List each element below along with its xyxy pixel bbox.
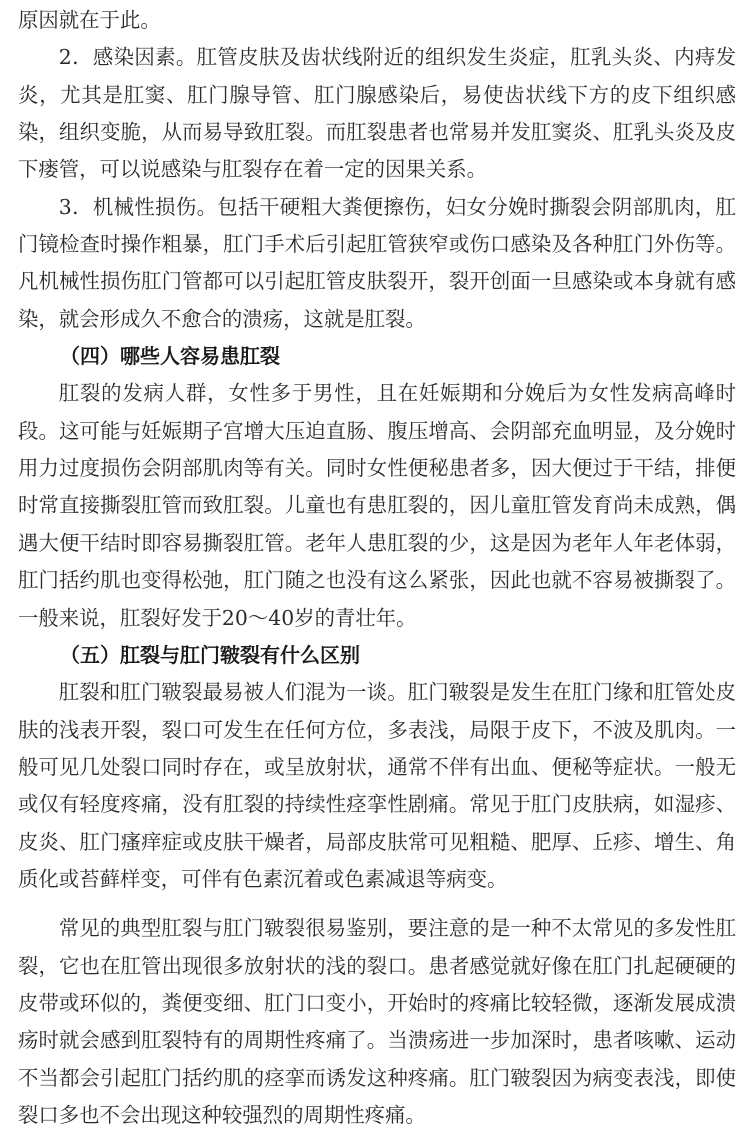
section-heading-who-is-prone: （四）哪些人容易患肛裂 (60, 344, 280, 369)
document-page (18, 2, 736, 1134)
section-heading-difference: （五）肛裂与肛门皲裂有什么区别 (60, 642, 360, 667)
paragraph-multiple-fissure: 常见的典型肛裂与肛门皲裂很易鉴别，要注意的是一种不太常见的多发性肛裂，它也在肛管出现很多放射状的浅的裂口。患者感觉就好像在肛门扎起硬硬的皮带或环似的，粪便变细、肛门口变小，开始时的疼痛比较轻微，逐渐发展成溃疡时就会感到肛裂特有的周期性疼痛了。当溃疡进一步加深时，患者咳嗽、运动不当都会引起肛门括约肌的痉挛而诱发这种疼痛。肛门皲裂因为病变表浅，即使裂口多也不会出现这种较强烈的周期性疼痛。 (18, 916, 736, 1127)
paragraph-prone-groups: 肛裂的发病人群，女性多于男性，且在妊娠期和分娩后为女性发病高峰时段。这可能与妊娠期子宫增大压迫直肠、腹压增高、会阴部充血明显，及分娩时用力过度损伤会阴部肌肉等有关。同时女性便秘患者多，因大便过于干结，排便时常直接撕裂肛管而致肛裂。儿童也有患肛裂的，因儿童肛管发育尚未成熟，偶遇大便干结时即容易撕裂肛管。老年人患肛裂的少，这是因为老年人年老体弱，肛门括约肌也变得松弛，肛门随之也没有这么紧张，因此也就不容易被撕裂了。一般来说，肛裂好发于20～40岁的青壮年。 (18, 381, 736, 630)
paragraph-gap (18, 898, 736, 910)
paragraph-mechanical-injury: 3．机械性损伤。包括干硬粗大粪便擦伤，妇女分娩时撕裂会阴部肌肉，肛门镜检查时操作粗暴，肛门手术后引起肛管狭窄或伤口感染及各种肛门外伤等。凡机械性损伤肛门管都可以引起肛管皮肤裂开，裂开创面一旦感染或本身就有感染，就会形成久不愈合的溃疡，这就是肛裂。 (18, 194, 736, 331)
paragraph-fissure-vs-chap: 肛裂和肛门皲裂最易被人们混为一谈。肛门皲裂是发生在肛门缘和肛管处皮肤的浅表开裂，裂口可发生在任何方位，多表浅，局限于皮下，不波及肌肉。一般可见几处裂口同时存在，或呈放射状，通常不伴有出血、便秘等症状。一般无或仅有轻度疼痛，没有肛裂的持续性痉挛性剧痛。常见于肛门皮肤病，如湿疹、皮炎、肛门瘙痒症或皮肤干燥者，局部皮肤常可见粗糙、肥厚、丘疹、增生、角质化或苔藓样变，可伴有色素沉着或色素减退等病变。 (18, 680, 736, 891)
paragraph-continuation: 原因就在于此。 (18, 8, 161, 32)
paragraph-infection-factor: 2．感染因素。肛管皮肤及齿状线附近的组织发生炎症，肛乳头炎、内痔发炎，尤其是肛窦、肛门腺导管、肛门腺感染后，易使齿状线下方的皮下组织感染，组织变脆，从而易导致肛裂。而肛裂患者也常易并发肛窦炎、肛乳头炎及皮下瘘管，可以说感染与肛裂存在着一定的因果关系。 (18, 45, 736, 182)
